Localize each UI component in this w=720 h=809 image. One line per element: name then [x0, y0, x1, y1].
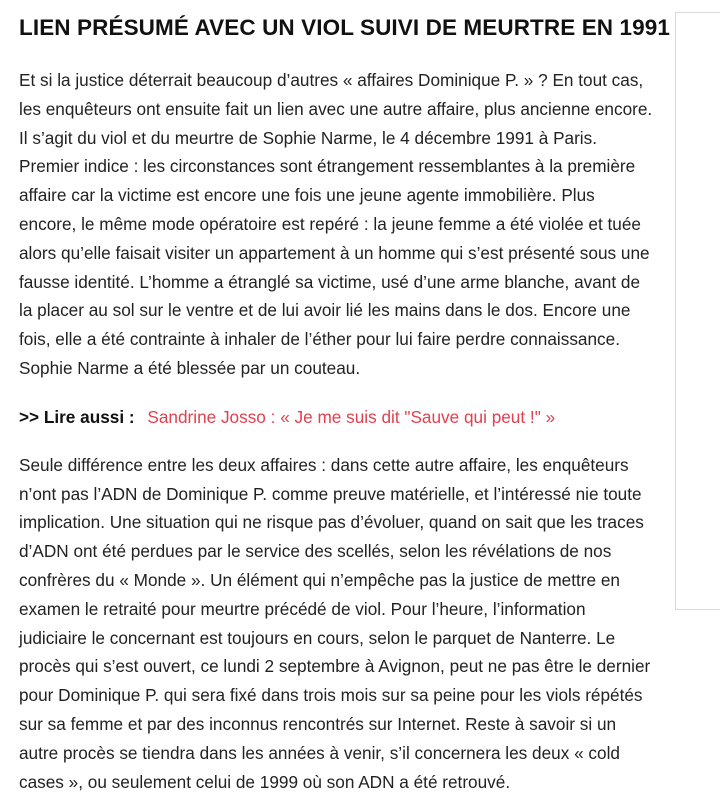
see-also-block: [19, 403, 655, 431]
article-paragraph-2: Seule différence entre les deux affaires : dans cette autre affaire, les enquêteurs n’ont pas l’ADN de Dominique P. comme preuve matérielle, et l’intéressé nie toute implication. Une situation qui ne risque pas d’évoluer, quand on sait que les traces d’ADN ont été perdues par le service des scellés, selon les révélations de nos confrères du « Monde ». Un élément qui n’empêche pas la justice de mettre en examen le retraité pour meurtre précédé de viol. Pour l’heure, l’information judiciaire le concernant est toujours en cours, selon le parquet de Nanterre. Le procès qui s’est ouvert, ce lundi 2 septembre à Avignon, peut ne pas être le dernier pour Dominique P. qui sera fixé dans trois mois sur sa peine pour les viols répétés sur sa femme et par des inconnus rencontrés sur Internet. Reste à savoir si un autre procès se tiendra dans les années à venir, s’il concernera les deux « cold cases », ou seulement celui de 1999 où son ADN a été retrouvé.: [19, 454, 651, 792]
see-also-label: [19, 407, 135, 427]
article-body: [19, 0, 670, 796]
see-also-prefix: >> Lire aussi: [19, 406, 125, 427]
see-also-separator: :: [124, 406, 135, 427]
section-heading: LIEN PRÉSUMÉ AVEC UN VIOL SUIVI DE MEURTRE EN 1991: [19, 15, 670, 40]
see-also-link[interactable]: Sandrine Josso : « Je me suis dit "Sauve qui peut !" »: [147, 406, 556, 427]
article-paragraph-1: Et si la justice déterrait beaucoup d’autres « affaires Dominique P. » ? En tout cas, les enquêteurs ont ensuite fait un lien avec une autre affaire, plus ancienne encore. Il s’agit du viol et du meurtre de Sophie Narme, le 4 décembre 1991 à Paris. Premier indice : les circonstances sont étrangement ressemblantes à la première affaire car la victime est encore une fois une jeune agente immobilière. Plus encore, le même mode opératoire est repéré : la jeune femme a été violée et tuée alors qu’elle faisait visiter un appartement à un homme qui s’est présenté sous une fausse identité. L’homme a étranglé sa victime, usé d’une arme blanche, avant de la placer au sol sur le ventre et de lui avoir lié les mains dans le dos. Encore une fois, elle a été contrainte à inhaler de l’éther pour lui faire perdre connaissance. Sophie Narme a été blessée par un couteau.: [19, 70, 653, 378]
sidebar-ad-placeholder: [675, 12, 720, 610]
